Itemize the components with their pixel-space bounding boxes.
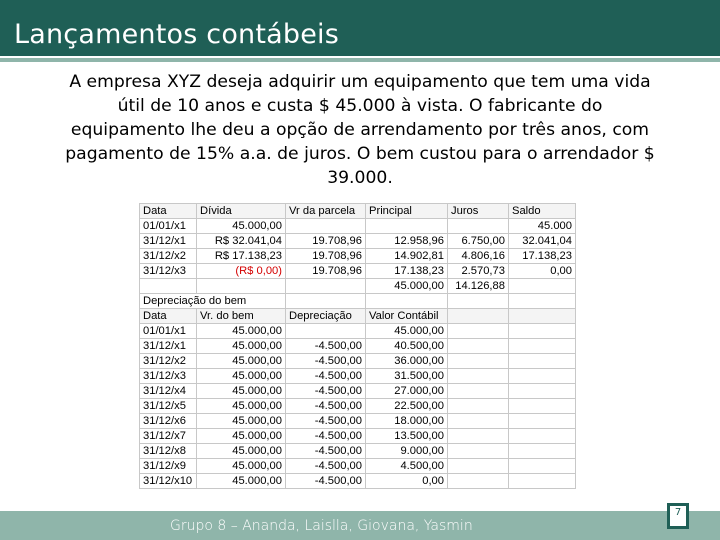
table-row (140, 369, 576, 384)
header-cell: Vr da parcela (286, 204, 366, 219)
table-cell: 32.041,04 (509, 234, 576, 249)
totals-row (140, 279, 576, 294)
table-cell: 31/12/x6 (140, 414, 197, 429)
table-cell: 45.000,00 (197, 339, 286, 354)
slide-title: Lançamentos contábeis (14, 19, 339, 50)
table-cell: -4.500,00 (286, 399, 366, 414)
table-cell: 31/12/x5 (140, 399, 197, 414)
table-row (140, 249, 576, 264)
header-cell: Valor Contábil (366, 309, 448, 324)
table-cell: 31/12/x3 (140, 264, 197, 279)
footer-bar (0, 511, 720, 540)
depreciation-header-row (140, 309, 576, 324)
depreciation-rows (140, 324, 576, 489)
table-cell: R$ 32.041,04 (197, 234, 286, 249)
interest-total-cell: 14.126,88 (448, 279, 509, 294)
table-row (140, 399, 576, 414)
table-row (140, 459, 576, 474)
table-row (140, 444, 576, 459)
table-cell: 36.000,00 (366, 354, 448, 369)
table-cell: 45.000,00 (197, 429, 286, 444)
principal-total-cell: 45.000,00 (366, 279, 448, 294)
negative-balance-cell: (R$ 0,00) (197, 264, 286, 279)
table-cell: R$ 17.138,23 (197, 249, 286, 264)
title-bar (0, 0, 720, 56)
table-cell: 4.500,00 (366, 459, 448, 474)
table-cell: 6.750,00 (448, 234, 509, 249)
table-cell (286, 279, 366, 294)
table-cell: 19.708,96 (286, 249, 366, 264)
table-cell: 45.000,00 (197, 384, 286, 399)
table-cell: 45.000,00 (197, 459, 286, 474)
table-cell (448, 219, 509, 234)
table-cell: 31/12/x1 (140, 234, 197, 249)
table-cell: 31/12/x4 (140, 384, 197, 399)
table-cell: 45.000,00 (197, 369, 286, 384)
table-cell: -4.500,00 (286, 459, 366, 474)
leasing-header-row (140, 204, 576, 219)
header-cell: Depreciação (286, 309, 366, 324)
footer-text: Grupo 8 – Ananda, Laislla, Giovana, Yasmin (170, 518, 473, 534)
table-row (140, 324, 576, 339)
table-cell: 17.138,23 (509, 249, 576, 264)
table-cell: 45.000,00 (197, 324, 286, 339)
table-cell: 22.500,00 (366, 399, 448, 414)
table-cell: -4.500,00 (286, 354, 366, 369)
table-row (140, 414, 576, 429)
table-row (140, 384, 576, 399)
table-cell: 45.000,00 (197, 414, 286, 429)
intro-paragraph: A empresa XYZ deseja adquirir um equipamento que tem uma vida útil de 10 anos e custa $ 45.000 à vista. O fabricante do equipamento lhe deu a opção de arrendamento por três anos, com pagamento de 15% a.a. de juros. O bem custou para o arrendador $ 39.000. (65, 72, 655, 188)
table-cell: 45.000,00 (366, 324, 448, 339)
table-cell: 19.708,96 (286, 234, 366, 249)
header-cell: Data (140, 204, 197, 219)
header-cell: Principal (366, 204, 448, 219)
table-cell: -4.500,00 (286, 369, 366, 384)
table-cell: 31/12/x2 (140, 249, 197, 264)
table-cell (509, 279, 576, 294)
table-cell: 31/12/x2 (140, 354, 197, 369)
table-cell: 2.570,73 (448, 264, 509, 279)
header-cell: Data (140, 309, 197, 324)
table-cell: 0,00 (509, 264, 576, 279)
table-cell: 31/12/x1 (140, 339, 197, 354)
table-cell: 01/01/x1 (140, 324, 197, 339)
table-cell (286, 324, 366, 339)
table-row (140, 264, 576, 279)
table-cell: 45.000,00 (197, 219, 286, 234)
table-cell: 31.500,00 (366, 369, 448, 384)
table-cell: 45.000,00 (197, 474, 286, 489)
header-cell: Dívida (197, 204, 286, 219)
page-number: 7 (674, 507, 682, 518)
table-cell: 14.902,81 (366, 249, 448, 264)
header-cell: Saldo (509, 204, 576, 219)
section-title-row (140, 294, 576, 309)
table-cell: -4.500,00 (286, 474, 366, 489)
table-cell: 19.708,96 (286, 264, 366, 279)
table-row (140, 354, 576, 369)
table-cell: 45.000 (509, 219, 576, 234)
table-cell: 31/12/x8 (140, 444, 197, 459)
table-cell: 31/12/x9 (140, 459, 197, 474)
table-cell: -4.500,00 (286, 339, 366, 354)
table-cell: 18.000,00 (366, 414, 448, 429)
table-cell: 12.958,96 (366, 234, 448, 249)
table-cell: 45.000,00 (197, 354, 286, 369)
table-cell: 4.806,16 (448, 249, 509, 264)
table-cell (197, 279, 286, 294)
table-row (140, 234, 576, 249)
header-cell: Juros (448, 204, 509, 219)
table-cell (140, 279, 197, 294)
table-cell: -4.500,00 (286, 384, 366, 399)
table-row (140, 339, 576, 354)
table-cell: 17.138,23 (366, 264, 448, 279)
table-cell: -4.500,00 (286, 414, 366, 429)
depreciation-section-title: Depreciação do bem (140, 294, 286, 309)
table-cell (366, 219, 448, 234)
page-number-box (667, 503, 689, 529)
table-cell: 40.500,00 (366, 339, 448, 354)
table-cell: 27.000,00 (366, 384, 448, 399)
header-cell: Vr. do bem (197, 309, 286, 324)
table-cell: 9.000,00 (366, 444, 448, 459)
table-cell: 45.000,00 (197, 444, 286, 459)
table-cell: -4.500,00 (286, 444, 366, 459)
table-cell: -4.500,00 (286, 429, 366, 444)
table-cell: 45.000,00 (197, 399, 286, 414)
table-cell: 13.500,00 (366, 429, 448, 444)
table-cell: 01/01/x1 (140, 219, 197, 234)
table-row (140, 219, 576, 234)
table-cell: 31/12/x3 (140, 369, 197, 384)
table-cell: 31/12/x10 (140, 474, 197, 489)
table-row (140, 429, 576, 444)
table-cell: 31/12/x7 (140, 429, 197, 444)
spreadsheet-table (139, 203, 576, 489)
table-row (140, 474, 576, 489)
title-underline (0, 58, 720, 62)
table-cell: 0,00 (366, 474, 448, 489)
table-cell (286, 219, 366, 234)
